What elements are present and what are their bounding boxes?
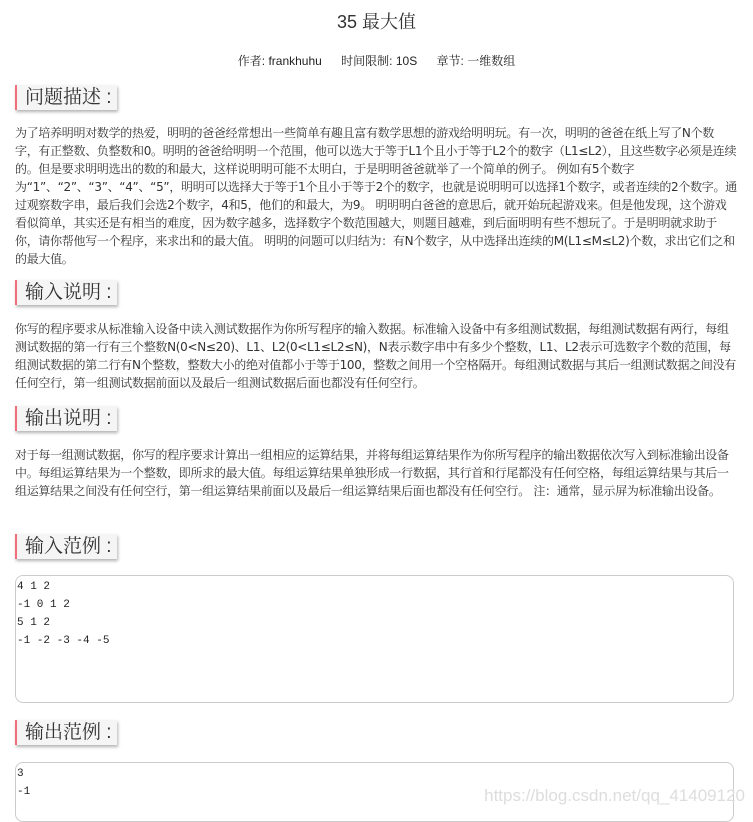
chapter: 章节: 一维数组 [436, 54, 516, 68]
time-limit: 时间限制: 10S [341, 54, 418, 68]
description-text: 为了培养明明对数学的热爱，明明的爸爸经常想出一些简单有趣且富有数学思想的游戏给明明玩。有一次，明明的爸爸在纸上写了N个数字，有正整数、负整数和0。明明的爸爸给明明一个范围，他可以选大于等于L1个且小于等于L2个的数字（L1≤L2），且这些数字必须是连续的。但是要求明明选出的数的和最大，这样说明明可能不太明白，于是明明爸爸就举了一个简单的例子。 例如有5个数字为“1”、“2”、“3”、“4”、“5”，明明可以选择大于等于1个且小于等于2个的数字，也就是说明明可以选择1个数字，或者连续的2个数字。通过观察数字串，最后我们会选2个数字，4和5，他们的和最大，为9。 明明明白爸爸的意思后，就开始玩起游戏来。但是他发现，这个游戏看似简单，其实还是有相当的难度，因为数字越多，选择数字个数范围越大，则题目越难，到后面明明有些不想玩了。于是明明就求助于你，请你帮他写一个程序，来求出和的最大值。 明明的问题可以归结为：有N个数字，从中选择出连续的M(L1≤M≤L2)个数，求出它们之和的最大值。 [15, 126, 737, 266]
problem-meta [0, 52, 753, 69]
sample-output-header: 输出范例 : [15, 720, 117, 745]
output-header: 输出说明 : [15, 406, 117, 431]
input-text: 你写的程序要求从标准输入设备中读入测试数据作为你所写程序的输入数据。标准输入设备中有多组测试数据，每组测试数据有两行，每组测试数据的第一行有三个整数N(0<N≤20)、L1、L2(0<L1≤L2≤N)，N表示数字串中有多少个整数，L1、L2表示可选数字个数的范围，每组测试数据的第二行有N个整数，整数大小的绝对值都小于等于100，整数之间用一个空格隔开。每组测试数据与其后一组测试数据之间没有任何空行，第一组测试数据前面以及最后一组测试数据后面也都没有任何空行。 [15, 322, 736, 390]
author: 作者: frankhuhu [237, 54, 322, 68]
description-header: 问题描述 : [15, 85, 117, 110]
sample-input-header: 输入范例 : [15, 534, 117, 559]
input-header: 输入说明 : [15, 280, 117, 305]
output-text: 对于每一组测试数据，你写的程序要求计算出一组相应的运算结果，并将每组运算结果作为你所写程序的输出数据依次写入到标准输出设备中。每组运算结果为一个整数，即所求的最大值。每组运算结果单独形成一行数据，其行首和行尾都没有任何空格，每组运算结果与其后一组运算结果之间没有任何空行，第一组运算结果前面以及最后一组运算结果后面也都没有任何空行。 注：通常，显示屏为标准输出设备。 [15, 448, 729, 498]
watermark: https://blog.csdn.net/qq_41409120 [484, 786, 745, 805]
sample-input-box[interactable]: 4 1 2 -1 0 1 2 5 1 2 -1 -2 -3 -4 -5 [15, 575, 734, 703]
sample-output-box[interactable]: 3 -1 [15, 762, 734, 822]
page-title: 35 最大值 [336, 12, 417, 32]
